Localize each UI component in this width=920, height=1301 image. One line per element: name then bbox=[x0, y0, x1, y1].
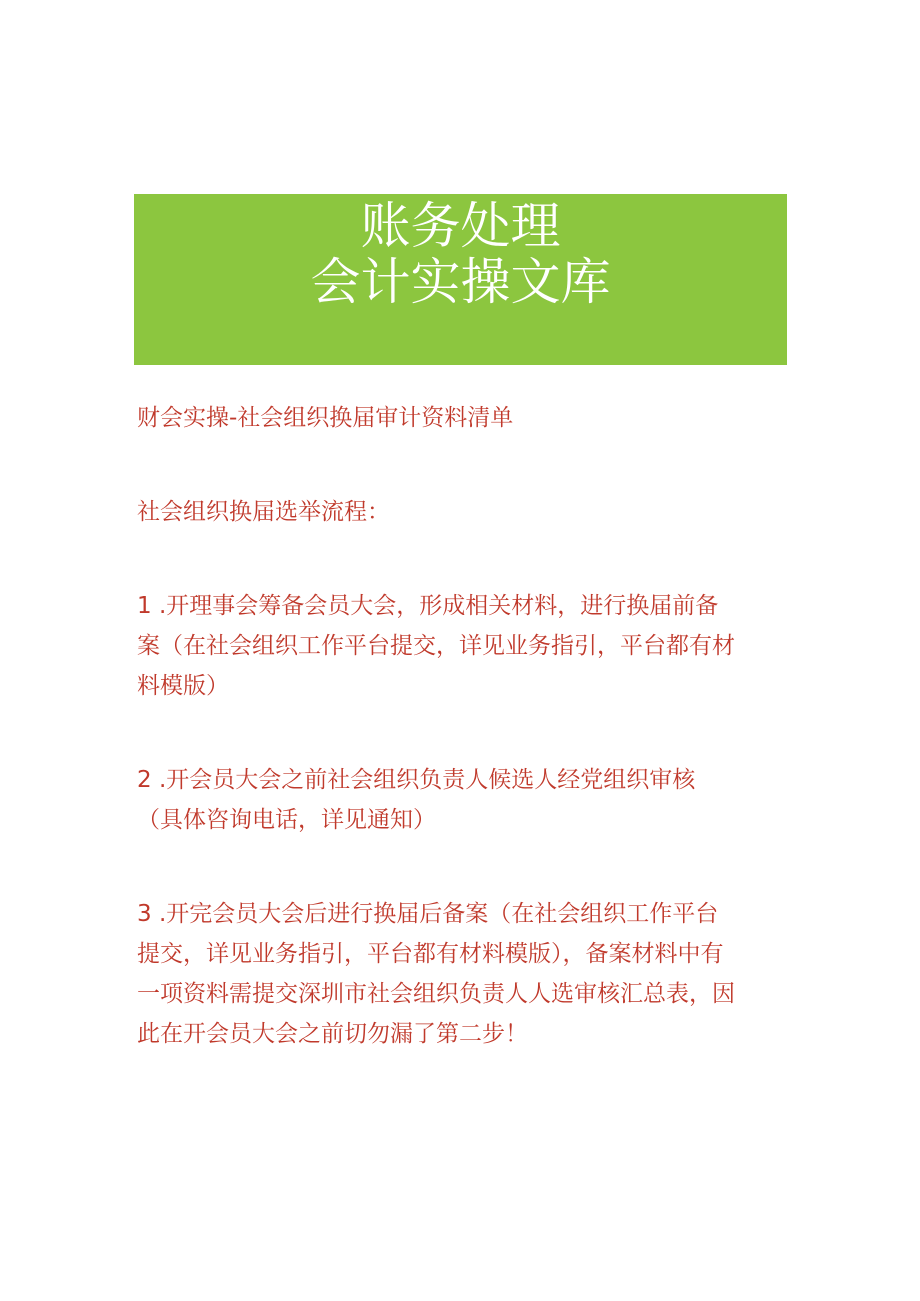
step-3-line: 一项资料需提交深圳市社会组织负责人人选审核汇总表，因 bbox=[137, 981, 735, 1007]
step-1-line: 案（在社会组织工作平台提交，详见业务指引，平台都有材 bbox=[137, 633, 735, 659]
step-1-line: 料模版） bbox=[137, 673, 229, 699]
step-3-line: 3 .开完会员大会后进行换届后备案（在社会组织工作平台 bbox=[137, 901, 719, 927]
step-3 bbox=[137, 894, 787, 1054]
step-1-line: 1 .开理事会筹备会员大会，形成相关材料，进行换届前备 bbox=[137, 593, 719, 619]
banner-subtitle: 会计实操文库 bbox=[310, 253, 611, 311]
section-heading: 社会组织换届选举流程： bbox=[137, 499, 390, 525]
document-title: 财会实操-社会组织换届审计资料清单 bbox=[137, 405, 514, 431]
header-banner bbox=[134, 194, 787, 365]
step-2 bbox=[137, 760, 787, 840]
step-3-line: 此在开会员大会之前切勿漏了第二步！ bbox=[137, 1021, 528, 1047]
step-2-line: 2 .开会员大会之前社会组织负责人候选人经党组织审核 bbox=[137, 767, 696, 793]
step-3-line: 提交，详见业务指引，平台都有材料模版），备案材料中有 bbox=[137, 941, 724, 967]
step-2-line: （具体咨询电话，详见通知） bbox=[137, 807, 436, 833]
step-1 bbox=[137, 586, 787, 706]
document-body bbox=[137, 398, 787, 1108]
banner-title: 账务处理 bbox=[360, 197, 561, 255]
